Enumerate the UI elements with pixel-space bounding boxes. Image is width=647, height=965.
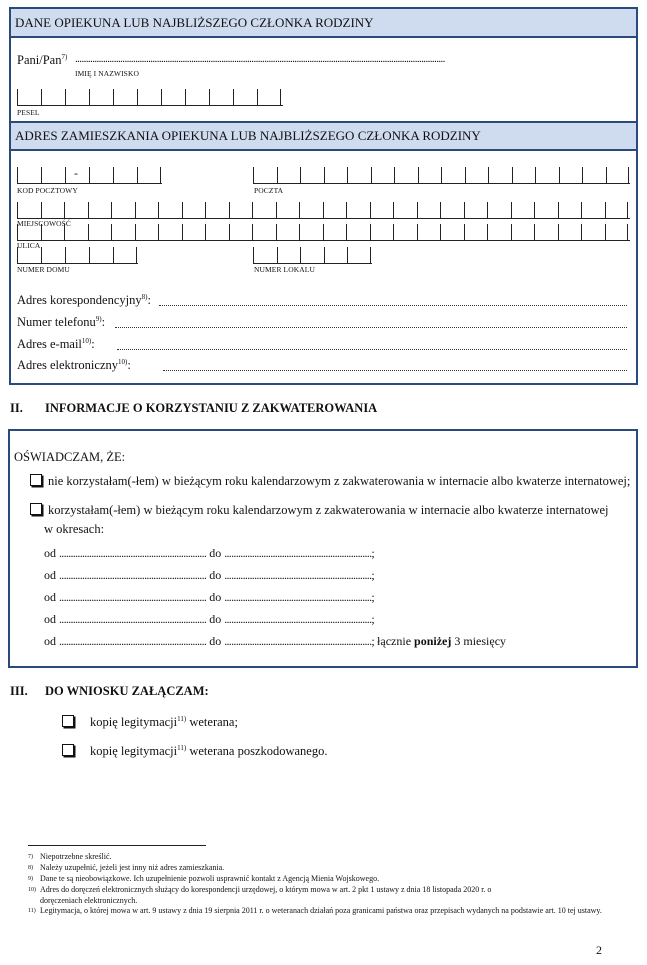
guardian-header-text: DANE OPIEKUNA LUB NAJBLIŻSZEGO CZŁONKA RODZINY <box>15 14 374 30</box>
street-label: ULICA <box>17 241 41 250</box>
footnotes <box>28 852 608 917</box>
option1-row <box>30 474 630 489</box>
option1-checkbox[interactable] <box>30 474 42 486</box>
phone-input[interactable] <box>115 315 627 328</box>
house-number-label: NUMER DOMU <box>17 265 70 274</box>
footnote-number: 7) <box>28 854 33 860</box>
phone-row: Numer telefonu$^{9)}$: <box>17 315 106 330</box>
option2-checkbox[interactable] <box>30 503 42 515</box>
option1-text: nie korzystałam(-łem) w bieżącym roku kalendarzowym z zakwaterowania w internacie albo kwaterze internatowej; <box>48 474 631 488</box>
phone-label: Numer telefonu <box>17 315 96 330</box>
corr-address-label: Adres korespondencyjny <box>17 293 142 308</box>
od-label: od <box>44 634 56 648</box>
footnote-text: Dane te są nieobowiązkowe. Ich uzupełnienie pozwoli usprawnić kontakt z Agencją Mienia Wojskowego. <box>40 874 380 883</box>
flat-number-input[interactable] <box>253 247 371 263</box>
email-row: Adres e-mail$^{10)}$: <box>17 337 95 352</box>
do-label: do <box>209 568 222 582</box>
total-pre: łącznie <box>377 634 412 648</box>
attachment1-row <box>62 715 238 730</box>
attachment2-sup: 11) <box>177 744 187 752</box>
address-section-header <box>11 121 636 151</box>
footnote-number: 10) <box>28 887 36 893</box>
footnote-text: Adres do doręczeń elektronicznych służący do korespondencji urzędowej, o którym mowa w art. 2 pkt 1 ustawy z dnia 18 listopada 2020 r. o doręczeniach elektronicznych. <box>40 885 492 905</box>
section3-number: III. <box>10 684 28 698</box>
name-input[interactable] <box>75 53 620 65</box>
section2-title: INFORMACJE O KORZYSTANIU Z ZAKWATEROWANIA <box>45 401 378 415</box>
name-dots: ............................................................................................................................................................................ <box>75 53 445 65</box>
guardian-section-header <box>11 9 636 38</box>
do-dots: ................................................................; <box>224 612 375 626</box>
phone-sup: 9) <box>95 315 102 323</box>
footnote-text: Należy uzupełnić, jeżeli jest inny niż adres zamieszkania. <box>40 863 225 872</box>
pani-pan-sup: 7) <box>61 53 68 61</box>
corr-address-sup: 8) <box>141 293 148 301</box>
period-row[interactable] <box>44 546 374 561</box>
do-dots: ................................................................; <box>224 568 375 582</box>
footnote-7 <box>28 852 608 863</box>
house-number-input[interactable] <box>17 247 137 263</box>
od-dots: ................................................................ <box>59 568 207 582</box>
eaddress-row: Adres elektroniczny$^{10)}$: <box>17 358 131 373</box>
footnote-number: 9) <box>28 876 33 882</box>
option2-text: korzystałam(-łem) w bieżącym roku kalendarzowym z zakwaterowania w internacie albo kwaterze internatowej <box>48 503 609 517</box>
section3-title: DO WNIOSKU ZAŁĄCZAM: <box>45 684 209 698</box>
do-label: do <box>209 590 222 604</box>
period-row[interactable] <box>44 590 374 605</box>
declare-text: OŚWIADCZAM, ŻE: <box>14 450 126 464</box>
do-label: do <box>209 612 222 626</box>
city-label: MIEJSCOWOŚĆ <box>17 219 72 228</box>
attachment2-row <box>62 744 328 759</box>
od-label: od <box>44 590 56 604</box>
attachment2-checkbox[interactable] <box>62 744 74 756</box>
footnote-10 <box>28 885 495 906</box>
page-number: 2 <box>596 943 602 957</box>
corr-address-row: Adres korespondencyjny$^{8)}$: <box>17 293 151 308</box>
corr-address-input[interactable] <box>159 293 627 306</box>
post-office-label: POCZTA <box>254 186 284 195</box>
total-post: 3 miesięcy <box>454 634 507 648</box>
footnote-number: 8) <box>28 865 33 871</box>
email-label: Adres e-mail <box>17 337 82 352</box>
od-label: od <box>44 546 56 560</box>
city-input[interactable] <box>17 202 628 218</box>
period-row-last[interactable] <box>44 634 506 649</box>
footnote-9 <box>28 874 608 885</box>
postal-code-input[interactable] <box>17 167 161 183</box>
address-header-text: ADRES ZAMIESZKANIA OPIEKUNA LUB NAJBLIŻSZEGO CZŁONKA RODZINY <box>15 128 481 143</box>
eaddress-label: Adres elektroniczny <box>17 358 119 373</box>
footnote-8 <box>28 863 608 874</box>
postal-code-label: KOD POCZTOWY <box>17 186 78 195</box>
eaddress-input[interactable] <box>163 358 627 371</box>
street-input[interactable] <box>17 224 628 240</box>
od-label: od <box>44 568 56 582</box>
do-label: do <box>209 634 222 648</box>
option2-text-line2: w okresach: <box>44 522 105 536</box>
section2-number: II. <box>10 401 23 415</box>
attachment2-pre: kopię legitymacji <box>90 744 178 759</box>
email-input[interactable] <box>117 337 627 350</box>
od-dots: ................................................................ <box>59 590 207 604</box>
total-bold: poniżej <box>414 634 452 648</box>
pani-pan-label: Pani/Pan <box>17 53 62 68</box>
period-row[interactable] <box>44 612 374 627</box>
pani-pan-row <box>17 53 67 68</box>
do-label: do <box>209 546 222 560</box>
attachment2-post: weterana poszkodowanego. <box>189 744 328 759</box>
footnote-text: Niepotrzebne skreślić. <box>40 852 112 861</box>
attachment1-sup: 11) <box>177 715 187 723</box>
postal-dash: - <box>74 166 78 180</box>
do-dots: ................................................................; <box>224 590 375 604</box>
attachment1-checkbox[interactable] <box>62 715 74 727</box>
name-label: IMIĘ I NAZWISKO <box>75 69 139 78</box>
footnote-number: 11) <box>28 908 36 914</box>
pesel-label: PESEL <box>17 108 40 117</box>
guardian-frame <box>9 7 638 385</box>
od-label: od <box>44 612 56 626</box>
post-office-input[interactable] <box>253 167 629 183</box>
do-dots: ................................................................; <box>224 546 375 560</box>
eaddress-sup: 10) <box>118 358 128 366</box>
flat-number-label: NUMER LOKALU <box>254 265 315 274</box>
footnote-text: Legitymacja, o której mowa w art. 9 ustawy z dnia 19 sierpnia 2011 r. o weteranach działań poza granicami państwa oraz przepisach wydanych na podstawie art. 10 tej ustawy. <box>40 906 602 915</box>
attachment1-pre: kopię legitymacji <box>90 715 178 730</box>
option2-row <box>30 503 609 518</box>
email-sup: 10) <box>81 337 92 345</box>
od-dots: ................................................................ <box>59 612 207 626</box>
footnote-11 <box>28 906 615 917</box>
do-dots: ................................................................; <box>224 634 375 648</box>
footnote-separator <box>28 845 206 846</box>
attachment1-post: weterana; <box>189 715 238 730</box>
od-dots: ................................................................ <box>59 634 207 648</box>
period-row[interactable] <box>44 568 374 583</box>
pesel-input[interactable] <box>17 89 281 105</box>
section2-frame <box>8 429 638 668</box>
od-dots: ................................................................ <box>59 546 207 560</box>
